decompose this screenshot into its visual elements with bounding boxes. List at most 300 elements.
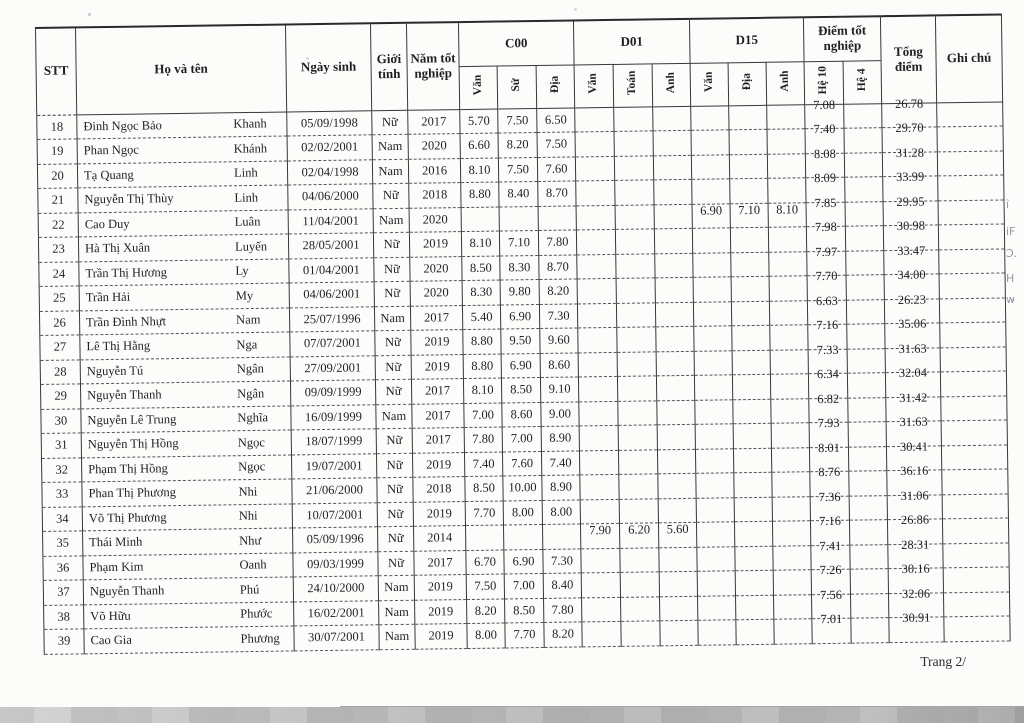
cell-gender: Nữ: [377, 502, 413, 527]
cell-d15-score: [694, 350, 732, 375]
cell-total: 31.42: [886, 396, 941, 421]
cell-he4: [846, 275, 884, 300]
student-given-name: Phước: [240, 606, 273, 621]
cell-d15-score: 7.10: [730, 203, 768, 228]
cell-dob: 01/04/2001: [289, 257, 374, 283]
cell-d01-score: [656, 326, 694, 351]
cell-dob: 02/04/1998: [287, 159, 372, 185]
cell-stt: 22: [38, 212, 78, 237]
student-given-name: Ngọc: [238, 459, 266, 474]
cell-d15-score: 6.90: [692, 203, 730, 228]
cell-d15-score: [691, 130, 729, 155]
cell-note: [937, 150, 1003, 175]
cell-name: [79, 258, 289, 285]
cell-total: 33.99: [883, 176, 938, 201]
cell-c00-score: 8.00: [542, 499, 580, 524]
cell-c00-score: 8.90: [541, 426, 579, 451]
cell-d01-score: [656, 375, 694, 400]
student-given-name: Ly: [235, 263, 249, 278]
student-given-name: Linh: [233, 165, 258, 180]
cell-c00-score: 7.60: [502, 451, 541, 476]
cell-gender: Nữ: [376, 453, 412, 478]
group-header-c00: C00: [458, 20, 574, 66]
cell-stt: 30: [41, 408, 81, 433]
cell-d15-score: [732, 374, 770, 399]
cell-c00-score: [461, 207, 499, 232]
cell-note: [942, 518, 1008, 543]
cell-he10: 7.36: [810, 496, 849, 521]
cell-gender: Nữ: [375, 379, 411, 404]
cell-d01-score: [659, 571, 697, 596]
cell-he4: [848, 446, 886, 471]
cell-c00-score: 7.60: [537, 156, 575, 181]
cell-note: [943, 567, 1009, 592]
cell-d01-score: [658, 498, 696, 523]
cell-d15-score: [767, 153, 805, 178]
cell-grad-year: 2019: [411, 354, 463, 379]
cell-dob: 27/09/2001: [290, 355, 375, 381]
cell-d15-score: [696, 497, 734, 522]
cell-c00-score: 7.50: [466, 574, 504, 599]
cell-dob: 16/02/2001: [294, 600, 379, 626]
cell-he10: 7.41: [811, 545, 850, 570]
cell-stt: 36: [43, 555, 83, 580]
cell-c00-score: 6.60: [460, 133, 498, 158]
student-name: Phạm Thị Hồng: [88, 460, 168, 477]
cell-note: [937, 101, 1003, 126]
cell-total: 32.06: [888, 592, 943, 617]
cell-c00-score: 10.00: [503, 475, 542, 500]
cell-d01-score: [581, 572, 620, 597]
cell-he4: [847, 348, 885, 373]
cell-note: [940, 346, 1006, 371]
cell-d01-score: [654, 204, 692, 229]
cell-stt: 19: [37, 139, 77, 164]
cell-c00-score: 7.10: [499, 230, 538, 255]
student-name: Nguyễn Thị Thùy: [84, 191, 174, 207]
subcol-header-c00-su: Sử: [497, 65, 537, 109]
cell-he10: 7.85: [806, 202, 845, 227]
student-given-name: Ngân: [237, 386, 265, 401]
cell-grad-year: 2019: [409, 232, 461, 257]
cell-d15-score: [772, 472, 810, 497]
cell-d01-score: [619, 498, 658, 523]
cell-gender: Nữ: [376, 428, 412, 453]
cell-c00-score: 8.80: [463, 329, 501, 354]
cell-d15-score: [733, 423, 771, 448]
cell-d15-score: [694, 375, 732, 400]
table-header: [36, 15, 1003, 115]
cell-c00-score: 7.00: [464, 403, 502, 428]
cell-d15-score: [773, 545, 811, 570]
cell-he4: [850, 569, 888, 594]
cell-c00-score: 8.70: [539, 254, 577, 279]
subcol-header-he4: Hệ 4: [843, 60, 882, 104]
cell-c00-score: 7.00: [504, 573, 543, 598]
cell-d15-score: [693, 301, 731, 326]
cell-stt: 25: [39, 286, 79, 311]
cell-dob: 05/09/1996: [293, 527, 378, 553]
cell-stt: 24: [39, 261, 79, 286]
cell-gender: Nam: [374, 306, 410, 331]
cell-note: [939, 297, 1005, 322]
cell-d15-score: [733, 399, 771, 424]
cell-note: [939, 273, 1005, 298]
cell-c00-score: 8.00: [503, 500, 542, 525]
cell-d15-score: [774, 619, 812, 644]
cell-d15-score: [769, 300, 807, 325]
cell-stt: 32: [42, 457, 82, 482]
cell-total: 34.00: [884, 274, 939, 299]
cell-c00-score: 9.10: [540, 377, 578, 402]
cell-d01-score: [621, 621, 660, 646]
student-name: Cao Gia: [90, 632, 132, 648]
cell-d01-score: [614, 106, 653, 131]
cell-d15-score: [693, 277, 731, 302]
cell-c00-score: 8.20: [539, 279, 577, 304]
cell-dob: 09/09/1999: [290, 380, 375, 406]
cell-d01-score: [580, 474, 619, 499]
cell-c00-score: 8.30: [500, 255, 539, 280]
cell-d01-score: [618, 425, 657, 450]
cell-gender: Nữ: [372, 110, 408, 135]
student-name: Đinh Ngọc Bảo: [83, 117, 162, 134]
subcol-header-c00-dia: Địa: [536, 64, 575, 108]
cell-total: 28.31: [888, 543, 943, 568]
cell-he4: [847, 324, 885, 349]
cell-c00-score: [503, 524, 542, 549]
cell-c00-score: 8.40: [543, 573, 581, 598]
cell-note: [941, 395, 1007, 420]
cell-d15-score: [736, 619, 774, 644]
cell-d15-score: [698, 620, 736, 645]
cell-d15-score: [771, 447, 809, 472]
cell-total: 31.06: [887, 494, 942, 519]
cell-gender: Nam: [378, 575, 414, 600]
cell-d01-score: [579, 450, 618, 475]
cell-gender: Nam: [373, 208, 409, 233]
student-name: Nguyễn Lê Trung: [87, 411, 177, 428]
student-name: Trần Thị Hương: [85, 264, 167, 281]
student-name: Nguyễn Thị Hồng: [87, 436, 179, 452]
cell-d15-score: [731, 276, 769, 301]
cell-grad-year: 2018: [413, 477, 465, 502]
group-header-d15: D15: [689, 17, 804, 63]
cell-dob: 04/06/2001: [289, 282, 374, 308]
student-name: Phan Thị Phương: [88, 485, 177, 501]
margin-mark: H: [1006, 272, 1015, 285]
cell-note: [944, 616, 1010, 641]
cell-c00-score: 7.30: [543, 548, 581, 573]
cell-d15-score: [768, 227, 806, 252]
cell-gender: Nam: [372, 134, 408, 159]
col-header-stt: STT: [36, 27, 77, 115]
subcol-header-c00-van: Văn: [459, 66, 498, 110]
cell-stt: 18: [37, 114, 77, 139]
cell-he10: 7.08: [805, 104, 844, 129]
cell-d01-score: [578, 376, 617, 401]
cell-c00-score: 7.40: [464, 452, 502, 477]
cell-c00-score: [538, 205, 576, 230]
cell-gender: Nữ: [374, 257, 410, 282]
cell-c00-score: 8.20: [544, 622, 582, 647]
cell-he4: [844, 128, 882, 153]
cell-d15-score: [693, 252, 731, 277]
cell-d15-score: [769, 276, 807, 301]
cell-d01-score: [619, 474, 658, 499]
cell-c00-score: 5.70: [460, 109, 498, 134]
cell-d15-score: [770, 349, 808, 374]
student-given-name: Phú: [239, 582, 260, 597]
student-name: Võ Thị Phương: [88, 509, 167, 526]
cell-d01-score: [657, 400, 695, 425]
cell-name: [83, 528, 293, 555]
student-name: Trần Đình Nhựt: [86, 313, 167, 330]
cell-he4: [850, 544, 888, 569]
cell-d15-score: [729, 129, 767, 154]
cell-d15-score: [772, 521, 810, 546]
cell-note: [938, 175, 1004, 200]
scan-speck: [574, 8, 577, 11]
cell-d01-score: [579, 401, 618, 426]
cell-name: [82, 503, 292, 530]
cell-stt: 21: [38, 188, 78, 213]
cell-d01-score: [575, 156, 614, 181]
cell-c00-score: 7.40: [541, 450, 579, 475]
cell-total: 30.91: [889, 617, 944, 642]
cell-name: [83, 577, 293, 604]
cell-d01-score: [654, 228, 692, 253]
student-given-name: Nam: [236, 312, 261, 327]
cell-total: 29.95: [883, 200, 938, 225]
cell-d15-score: [697, 571, 735, 596]
cell-gender: Nữ: [374, 281, 410, 306]
cell-name: [81, 430, 291, 457]
cell-c00-score: 8.00: [467, 623, 505, 648]
cell-grad-year: 2019: [414, 575, 466, 600]
cell-note: [938, 224, 1004, 249]
cell-dob: 18/07/1999: [291, 429, 376, 455]
cell-d01-score: [657, 424, 695, 449]
cell-stt: 33: [42, 482, 82, 507]
cell-gender: Nam: [372, 159, 408, 184]
subcol-header-d01-anh: Anh: [652, 63, 691, 107]
cell-he4: [845, 201, 883, 226]
cell-d01-score: [618, 449, 657, 474]
cell-c00-score: [499, 206, 538, 231]
cell-c00-score: 6.90: [501, 353, 540, 378]
cell-d15-score: [730, 227, 768, 252]
cell-note: [941, 444, 1007, 469]
cell-dob: 11/04/2001: [288, 208, 373, 234]
cell-d01-score: [580, 499, 619, 524]
cell-d01-score: [660, 620, 698, 645]
student-name: Cao Duy: [84, 216, 130, 232]
cell-he4: [850, 593, 888, 618]
cell-stt: 34: [42, 506, 82, 531]
cell-he10: 7.16: [808, 324, 847, 349]
page-number: Trang 2/: [920, 654, 966, 669]
cell-note: [943, 542, 1009, 567]
cell-name: [84, 601, 294, 628]
cell-d15-score: [729, 105, 767, 130]
cell-c00-score: 8.90: [542, 475, 580, 500]
student-name: Phan Ngọc: [83, 142, 140, 158]
cell-d01-score: [582, 597, 621, 622]
student-given-name: Ngọc: [237, 435, 265, 450]
cell-grad-year: 2019: [415, 624, 467, 649]
cell-total: 35.06: [885, 323, 940, 348]
cell-c00-score: 9.00: [541, 401, 579, 426]
cell-c00-score: 8.80: [461, 182, 499, 207]
cell-c00-score: 7.00: [502, 426, 541, 451]
student-name: Tạ Quang: [83, 167, 134, 183]
cell-stt: 23: [38, 237, 78, 262]
cell-dob: 25/07/1996: [289, 306, 374, 332]
cell-d01-score: [616, 302, 655, 327]
cell-stt: 37: [43, 580, 83, 605]
cell-stt: 39: [44, 629, 84, 654]
cell-grad-year: 2017: [414, 550, 466, 575]
cell-d15-score: [734, 521, 772, 546]
cell-c00-score: 8.60: [502, 402, 541, 427]
cell-name: [82, 479, 292, 506]
cell-gender: Nam: [379, 624, 415, 649]
cell-gender: Nam: [376, 404, 412, 429]
cell-d01-score: [617, 351, 656, 376]
cell-grad-year: 2017: [412, 403, 464, 428]
cell-dob: 04/06/2000: [288, 184, 373, 210]
cell-d01-score: [575, 131, 614, 156]
cell-he4: [845, 226, 883, 251]
cell-d01-score: [576, 205, 615, 230]
subcol-header-d01-van: Văn: [574, 64, 614, 108]
cell-c00-score: 7.50: [498, 108, 537, 133]
cell-c00-score: 8.10: [460, 158, 498, 183]
cell-d15-score: [691, 154, 729, 179]
scan-speck: [306, 57, 309, 60]
cell-he4: [849, 495, 887, 520]
cell-he4: [848, 397, 886, 422]
cell-he4: [844, 152, 882, 177]
cell-d01-score: [659, 547, 697, 572]
student-given-name: Nhi: [238, 484, 258, 499]
cell-gender: Nữ: [375, 355, 411, 380]
cell-d15-score: [691, 105, 729, 130]
cell-c00-score: 7.30: [539, 303, 577, 328]
cell-d15-score: [695, 424, 733, 449]
cell-d01-score: [615, 229, 654, 254]
cell-name: [80, 356, 290, 383]
scanned-score-table: [35, 14, 1010, 655]
cell-total: 33.47: [884, 249, 939, 274]
cell-name: [78, 209, 288, 236]
cell-d15-score: [696, 473, 734, 498]
cell-name: [84, 626, 294, 653]
cell-d15-score: [729, 154, 767, 179]
cell-stt: 26: [39, 310, 79, 335]
cell-c00-score: 6.50: [537, 107, 575, 132]
cell-name: [78, 234, 288, 261]
student-given-name: Oanh: [239, 557, 267, 572]
cell-c00-score: 8.50: [462, 256, 500, 281]
cell-d01-score: [655, 277, 693, 302]
cell-note: [942, 469, 1008, 494]
cell-d15-score: [692, 179, 730, 204]
cell-grad-year: 2020: [409, 207, 461, 232]
subcol-header-d15-dia: Địa: [728, 62, 767, 106]
student-name: Thái Minh: [89, 534, 143, 550]
cell-d01-score: 5.60: [658, 522, 696, 547]
cell-grad-year: 2019: [415, 599, 467, 624]
cell-he10: 7.97: [807, 251, 846, 276]
student-given-name: My: [235, 288, 254, 303]
cell-gender: Nữ: [377, 477, 413, 502]
cell-total: 30.41: [886, 445, 941, 470]
cell-note: [942, 493, 1008, 518]
cell-d15-score: 8.10: [768, 202, 806, 227]
cell-he10: 7.70: [807, 275, 846, 300]
col-header-dob: Ngày sinh: [285, 23, 371, 111]
cell-he10: 7.33: [808, 349, 847, 374]
cell-d01-score: [620, 572, 659, 597]
cell-d01-score: [658, 473, 696, 498]
cell-he10: 8.76: [810, 471, 849, 496]
cell-c00-score: 7.70: [505, 622, 544, 647]
cell-d01-score: [615, 180, 654, 205]
subcol-header-d15-van: Văn: [690, 62, 729, 106]
cell-total: 31.63: [885, 347, 940, 372]
cell-c00-score: 5.40: [462, 305, 500, 330]
cell-he10: 7.01: [812, 618, 851, 643]
cell-c00-score: 8.50: [505, 598, 544, 623]
cell-stt: 29: [40, 384, 80, 409]
student-name: Nguyễn Tú: [86, 363, 144, 379]
cell-d15-score: [694, 326, 732, 351]
cell-c00-score: 7.70: [465, 501, 503, 526]
scan-bottom-band: [0, 707, 1024, 723]
student-given-name: Khánh: [233, 141, 268, 156]
cell-he4: [848, 422, 886, 447]
cell-he4: [849, 520, 887, 545]
cell-d01-score: [615, 204, 654, 229]
cell-he4: [846, 299, 884, 324]
cell-d01-score: [616, 278, 655, 303]
cell-note: [938, 199, 1004, 224]
cell-d15-score: [695, 448, 733, 473]
cell-dob: 16/09/1999: [291, 404, 376, 430]
student-given-name: Luyến: [234, 239, 268, 254]
cell-he10: 8.09: [806, 177, 845, 202]
cell-he4: [851, 618, 889, 643]
cell-d01-score: [653, 130, 691, 155]
cell-d01-score: [656, 351, 694, 376]
student-given-name: Nhi: [238, 508, 258, 523]
col-header-total: Tổng điểm: [880, 15, 936, 103]
cell-d01-score: [579, 425, 618, 450]
cell-total: 32.04: [885, 372, 940, 397]
cell-stt: 31: [41, 433, 81, 458]
cell-c00-score: [542, 524, 580, 549]
cell-grad-year: 2016: [408, 158, 460, 183]
cell-d01-score: [653, 155, 691, 180]
cell-c00-score: 8.50: [501, 377, 540, 402]
group-header-grad-score: Điểm tốt nghiệp: [803, 16, 881, 61]
student-given-name: Phương: [240, 630, 280, 646]
cell-d15-score: [730, 178, 768, 203]
cell-he10: 8.01: [809, 447, 848, 472]
cell-stt: 28: [40, 359, 80, 384]
